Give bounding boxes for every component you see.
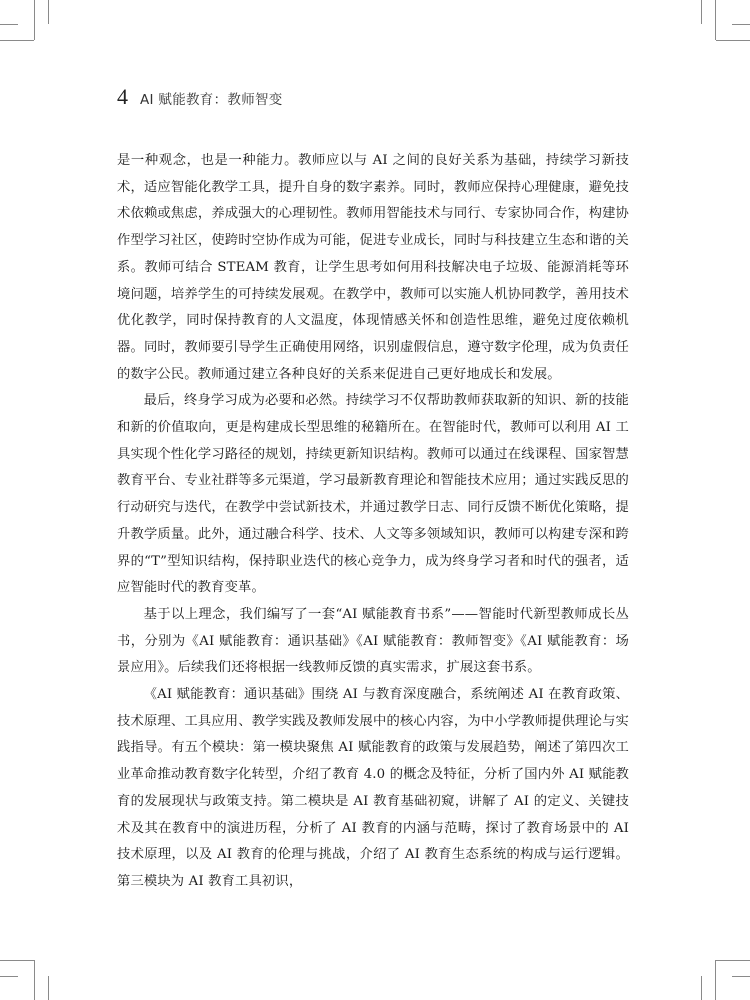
crop-mark-bottom-left-inner xyxy=(48,976,49,1000)
crop-mark-top-right-horizontal xyxy=(716,40,750,41)
crop-mark-bottom-left-inner-h xyxy=(0,976,18,977)
crop-mark-top-right-inner-h xyxy=(732,24,750,25)
crop-mark-top-left-inner xyxy=(48,0,49,24)
crop-mark-bottom-left-vertical xyxy=(34,960,35,1000)
crop-mark-top-left-vertical xyxy=(34,0,35,40)
crop-mark-bottom-right-horizontal xyxy=(716,960,750,961)
crop-mark-top-right-inner xyxy=(701,0,702,24)
crop-mark-bottom-left-horizontal xyxy=(0,960,34,961)
paragraph-general-foundation: 《AI 赋能教育：通识基础》围绕 AI 与教育深度融合，系统阐述 AI 在教育政策、技术原理、工具应用、教学实践及教师发展中的核心内容，为中小学教师提供理论与实践指导。有五个模块：第一模块聚焦 AI 赋能教育的政策与发展趋势，阐述了第四次工业革命推动教育数字化转型，介绍了教育 4.0 的概念及特征，分析了国内外 AI 赋能教育的发展现状与政策支持。第二模块是 AI 教育基础初窥，讲解了 AI 的定义、关键技术及其在教育中的演进历程，分析了 AI 教育的内涵与范畴，探讨了教育场景中的 AI 技术原理，以及 AI 教育的伦理与挑战，介绍了 AI 教育生态系统的构成与运行逻辑。第三模块为 AI 教育工具初识， xyxy=(117,687,629,889)
page-number: 4 xyxy=(117,84,128,109)
running-title: AI 赋能教育：教师智变 xyxy=(140,92,283,108)
paragraph-continuation: 是一种观念，也是一种能力。教师应以与 AI 之间的良好关系为基础，持续学习新技术，适应智能化教学工具，提升自身的数字素养。同时，教师应保持心理健康，避免技术依赖或焦虑，养成强大的心理韧性。教师用智能技术与同行、专家协同合作，构建协作型学习社区，使跨时空协作成为可能，促进专业成长，同时与科技建立生态和谐的关系。教师可结合 STEAM 教育，让学生思考如何用科技解决电子垃圾、能源消耗等环境问题，培养学生的可持续发展观。在教学中，教师可以实施人机协同教学，善用技术优化教学，同时保持教育的人文温度，体现情感关怀和创造性思维，避免过度依赖机器。同时，教师要引导学生正确使用网络，识别虚假信息，遵守数字伦理，成为负责任的数字公民。教师通过建立各种良好的关系来促进自己更好地成长和发展。 xyxy=(117,153,629,382)
paragraph-lifelong-learning: 最后，终身学习成为必要和必然。持续学习不仅帮助教师获取新的知识、新的技能和新的价值取向，更是构建成长型思维的秘籍所在。在智能时代，教师可以利用 AI 工具实现个性化学习路径的规划，持续更新知识结构。教师可以通过在线课程、国家智慧教育平台、专业社群等多元渠道，学习最新教育理论和智能技术应用；通过实践反思的行动研究与迭代，在教学中尝试新技术，并通过教学日志、同行反馈不断优化策略，提升教学质量。此外，通过融合科学、技术、人文等多领域知识，教师可以构建专深和跨界的“T”型知识结构，保持职业迭代的核心竞争力，成为终身学习者和时代的强者，适应智能时代的教育变革。 xyxy=(117,393,629,596)
paragraph-book-series: 基于以上理念，我们编写了一套“AI 赋能教育书系”——智能时代新型教师成长丛书，分别为《AI 赋能教育：通识基础》《AI 赋能教育：教师智变》《AI 赋能教育：场景应用》。后续我们还将根据一线教师反馈的真实需求，扩展这套书系。 xyxy=(117,606,629,676)
crop-mark-top-left-inner-h xyxy=(0,24,18,25)
crop-mark-top-left-horizontal xyxy=(0,40,34,41)
running-header xyxy=(117,84,283,110)
crop-mark-bottom-right-inner xyxy=(701,976,702,1000)
body-text xyxy=(117,148,629,896)
crop-mark-top-right-vertical xyxy=(715,0,716,40)
crop-mark-bottom-right-vertical xyxy=(715,960,716,1000)
crop-mark-bottom-right-inner-h xyxy=(732,976,750,977)
